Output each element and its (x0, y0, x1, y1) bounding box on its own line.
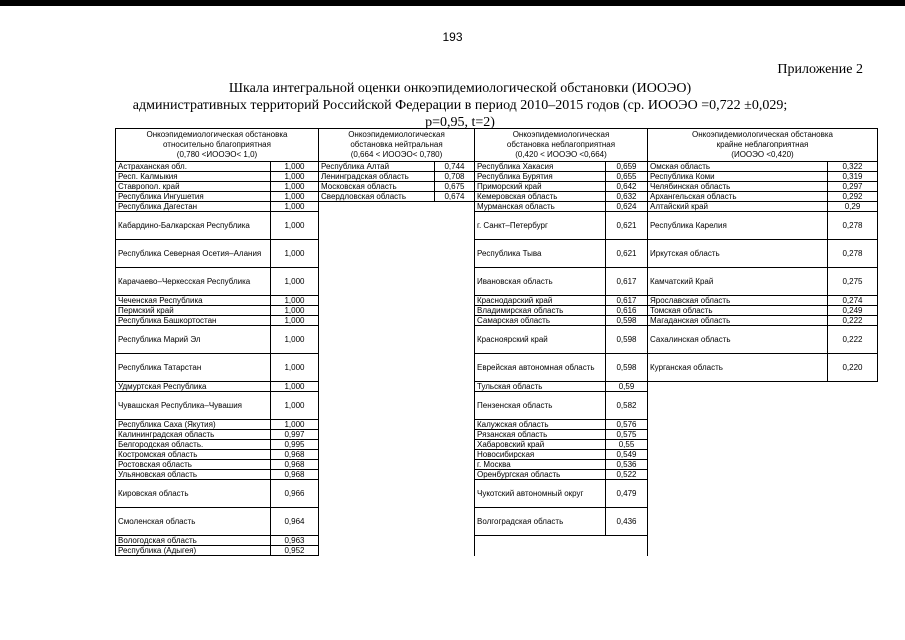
empty-cell (648, 450, 878, 460)
region-name: Удмуртская Республика (116, 382, 271, 392)
table-row (116, 480, 878, 508)
top-border-rule (0, 0, 905, 6)
empty-cell (319, 460, 475, 470)
index-value: 0,968 (271, 450, 319, 460)
region-name: Мурманская область (475, 202, 606, 212)
region-name: Республика Башкортостан (116, 316, 271, 326)
header-line: Онкоэпидемиологическая обстановка (146, 130, 288, 139)
index-value: 0,575 (606, 430, 648, 440)
index-value: 0,220 (828, 354, 878, 382)
region-name: Вологодская область (116, 536, 271, 546)
index-value: 0,536 (606, 460, 648, 470)
index-value: 0,624 (606, 202, 648, 212)
empty-cell (319, 470, 475, 480)
table-row (116, 450, 878, 460)
empty-cell (319, 440, 475, 450)
region-name: Карачаево–Черкесская Республика (116, 268, 271, 296)
index-value: 0,952 (271, 546, 319, 556)
index-value: 0,621 (606, 240, 648, 268)
table-row (116, 326, 878, 354)
header-line: относительно благоприятная (163, 140, 271, 149)
region-name: Оренбургская область (475, 470, 606, 480)
region-name: Магаданская область (648, 316, 828, 326)
table-row (116, 470, 878, 480)
category-header-3 (475, 129, 648, 162)
region-name: Пермский край (116, 306, 271, 316)
empty-cell (648, 470, 878, 480)
index-value: 0,582 (606, 392, 648, 420)
index-value: 0,968 (271, 460, 319, 470)
index-value: 1,000 (271, 420, 319, 430)
index-value: 1,000 (271, 162, 319, 172)
region-name: Краснодарский край (475, 296, 606, 306)
table-row (116, 420, 878, 430)
empty-cell (319, 240, 475, 268)
header-line: (0,420 < ИООЭО <0,664) (515, 150, 607, 159)
index-value: 0,632 (606, 192, 648, 202)
region-name: Чувашская Республика–Чувашия (116, 392, 271, 420)
empty-cell (648, 382, 878, 392)
table-row (116, 182, 878, 192)
table-row (116, 172, 878, 182)
region-name: Архангельская область (648, 192, 828, 202)
index-value: 0,278 (828, 240, 878, 268)
region-name: Республика Алтай (319, 162, 435, 172)
empty-cell (319, 268, 475, 296)
region-name: Еврейская автономная область (475, 354, 606, 382)
region-name: Ульяновская область (116, 470, 271, 480)
index-value: 1,000 (271, 172, 319, 182)
table-row (116, 268, 878, 296)
region-name: Приморский край (475, 182, 606, 192)
region-name: Ивановская область (475, 268, 606, 296)
header-line: (0,780 <ИООЭО< 1,0) (176, 150, 258, 159)
region-name: Ярославская область (648, 296, 828, 306)
empty-cell (648, 460, 878, 470)
region-name: Республика Татарстан (116, 354, 271, 382)
index-value: 0,674 (435, 192, 475, 202)
index-value: 0,274 (828, 296, 878, 306)
region-name: Хабаровский край (475, 440, 606, 450)
region-name: Камчатский Край (648, 268, 828, 296)
region-name: Омская область (648, 162, 828, 172)
region-name: Ставропол. край (116, 182, 271, 192)
region-name: Республика Марий Эл (116, 326, 271, 354)
title-line-3: p=0,95, t=2) (425, 115, 495, 130)
table-row (116, 536, 878, 546)
index-value: 1,000 (271, 240, 319, 268)
empty-cell (319, 212, 475, 240)
index-value: 0,292 (828, 192, 878, 202)
table-row (116, 430, 878, 440)
index-value: 0,617 (606, 296, 648, 306)
region-name: Смоленская область (116, 508, 271, 536)
region-name: Томская область (648, 306, 828, 316)
category-header-2 (319, 129, 475, 162)
region-name: Чеченская Республика (116, 296, 271, 306)
index-value: 0,576 (606, 420, 648, 430)
index-value: 0,617 (606, 268, 648, 296)
region-name: Кировская область (116, 480, 271, 508)
index-value: 0,522 (606, 470, 648, 480)
index-value: 0,675 (435, 182, 475, 192)
index-value: 0,966 (271, 480, 319, 508)
empty-cell (319, 306, 475, 316)
index-value: 1,000 (271, 192, 319, 202)
empty-cell (475, 536, 648, 546)
region-name: Республика Коми (648, 172, 828, 182)
index-value: 0,997 (271, 430, 319, 440)
region-name: Республика (Адыгея) (116, 546, 271, 556)
region-name: Красноярский край (475, 326, 606, 354)
index-value: 1,000 (271, 382, 319, 392)
index-value: 0,29 (828, 202, 878, 212)
table-header-row (116, 129, 878, 162)
header-line: Онкоэпидемиологическая (512, 130, 610, 139)
index-value: 0,616 (606, 306, 648, 316)
table-row (116, 162, 878, 172)
header-line: крайне неблагоприятная (716, 140, 809, 149)
index-value: 0,222 (828, 326, 878, 354)
region-name: Республика Хакасия (475, 162, 606, 172)
index-value: 0,708 (435, 172, 475, 182)
index-value: 0,655 (606, 172, 648, 182)
index-value: 0,322 (828, 162, 878, 172)
region-name: Рязанская область (475, 430, 606, 440)
region-name: Тульская область (475, 382, 606, 392)
table-row (116, 296, 878, 306)
title-line-2: административных территорий Российской Федерации в период 2010–2015 годов (ср. ИООЭО =0,722 ±0,029; (132, 98, 788, 113)
empty-cell (319, 508, 475, 536)
index-value: 0,278 (828, 212, 878, 240)
category-header-4 (648, 129, 878, 162)
header-line: (0,664 < ИООЭО< 0,780) (350, 150, 443, 159)
empty-cell (648, 392, 878, 420)
index-value: 0,598 (606, 316, 648, 326)
index-value: 0,549 (606, 450, 648, 460)
table-row (116, 460, 878, 470)
region-name: Самарская область (475, 316, 606, 326)
region-name: Респ. Калмыкия (116, 172, 271, 182)
table-row (116, 440, 878, 450)
region-name: Владимирская область (475, 306, 606, 316)
index-value: 1,000 (271, 326, 319, 354)
index-value: 0,964 (271, 508, 319, 536)
empty-cell (319, 546, 475, 556)
header-line: (ИООЭО <0,420) (731, 150, 794, 159)
region-name: Республика Ингушетия (116, 192, 271, 202)
region-name: г. Санкт–Петербург (475, 212, 606, 240)
region-name: Кабардино-Балкарская Республика (116, 212, 271, 240)
index-value: 0,621 (606, 212, 648, 240)
empty-cell (319, 536, 475, 546)
region-name: Московская область (319, 182, 435, 192)
empty-cell (319, 326, 475, 354)
index-value: 0,59 (606, 382, 648, 392)
region-name: г. Москва (475, 460, 606, 470)
region-name: Волгоградская область (475, 508, 606, 536)
table-row (116, 212, 878, 240)
empty-cell (648, 420, 878, 430)
empty-cell (319, 296, 475, 306)
region-name: Кемеровская область (475, 192, 606, 202)
region-name: Белгородская область. (116, 440, 271, 450)
table-row (116, 192, 878, 202)
index-value: 0,249 (828, 306, 878, 316)
index-value: 0,968 (271, 470, 319, 480)
index-value: 0,598 (606, 354, 648, 382)
empty-cell (319, 202, 475, 212)
region-name: Сахалинская область (648, 326, 828, 354)
index-value: 0,275 (828, 268, 878, 296)
index-value: 1,000 (271, 306, 319, 316)
empty-cell (319, 354, 475, 382)
region-name: Чукотский автономный округ (475, 480, 606, 508)
region-name: Республика Дагестан (116, 202, 271, 212)
index-value: 1,000 (271, 212, 319, 240)
table-row (116, 240, 878, 268)
empty-cell (648, 536, 878, 546)
region-name: Алтайский край (648, 202, 828, 212)
document-title (60, 80, 860, 131)
region-name: Ленинградская область (319, 172, 435, 182)
region-name: Республика Тыва (475, 240, 606, 268)
index-value: 0,436 (606, 508, 648, 536)
empty-cell (319, 382, 475, 392)
region-name: Республика Саха (Якутия) (116, 420, 271, 430)
region-name: Республика Бурятия (475, 172, 606, 182)
table-row (116, 546, 878, 556)
header-line: обстановка нейтральная (350, 140, 443, 149)
index-value: 1,000 (271, 202, 319, 212)
index-value: 0,222 (828, 316, 878, 326)
region-name: Челябинская область (648, 182, 828, 192)
index-value: 1,000 (271, 392, 319, 420)
table-row (116, 202, 878, 212)
empty-cell (319, 450, 475, 460)
index-value: 0,642 (606, 182, 648, 192)
region-name: Астраханская обл. (116, 162, 271, 172)
oncology-scale-table (115, 128, 878, 556)
index-value: 0,744 (435, 162, 475, 172)
table-row (116, 382, 878, 392)
table-row (116, 354, 878, 382)
title-line-1: Шкала интегральной оценки онкоэпидемиологической обстановки (ИООЭО) (228, 81, 692, 96)
region-name: Костромская область (116, 450, 271, 460)
index-value: 0,319 (828, 172, 878, 182)
table-row (116, 508, 878, 536)
index-value: 1,000 (271, 182, 319, 192)
empty-cell (319, 430, 475, 440)
index-value: 0,963 (271, 536, 319, 546)
empty-cell (648, 480, 878, 508)
table-row (116, 316, 878, 326)
region-name: Пензенская область (475, 392, 606, 420)
header-line: обстановка неблагоприятная (506, 140, 616, 149)
index-value: 0,659 (606, 162, 648, 172)
table-row (116, 392, 878, 420)
index-value: 0,297 (828, 182, 878, 192)
table-row (116, 306, 878, 316)
index-value: 0,55 (606, 440, 648, 450)
region-name: Свердловская область (319, 192, 435, 202)
page-number: 193 (442, 30, 463, 44)
category-header-1 (116, 129, 319, 162)
header-line: Онкоэпидемиологическая (348, 130, 445, 139)
region-name: Новосибирская (475, 450, 606, 460)
region-name: Республика Карелия (648, 212, 828, 240)
region-name: Калининградская область (116, 430, 271, 440)
index-value: 0,995 (271, 440, 319, 450)
empty-cell (648, 508, 878, 536)
empty-cell (319, 316, 475, 326)
header-line: Онкоэпидемиологическая обстановка (691, 130, 834, 139)
empty-cell (475, 546, 648, 556)
empty-cell (648, 440, 878, 450)
index-value: 1,000 (271, 268, 319, 296)
empty-cell (319, 420, 475, 430)
index-value: 0,479 (606, 480, 648, 508)
region-name: Республика Северная Осетия–Алания (116, 240, 271, 268)
appendix-label: Приложение 2 (777, 62, 863, 77)
region-name: Ростовская область (116, 460, 271, 470)
empty-cell (648, 430, 878, 440)
region-name: Курганская область (648, 354, 828, 382)
empty-cell (648, 546, 878, 556)
index-value: 1,000 (271, 316, 319, 326)
index-value: 1,000 (271, 354, 319, 382)
region-name: Иркутская область (648, 240, 828, 268)
region-name: Калужская область (475, 420, 606, 430)
empty-cell (319, 480, 475, 508)
index-value: 0,598 (606, 326, 648, 354)
index-value: 1,000 (271, 296, 319, 306)
empty-cell (319, 392, 475, 420)
